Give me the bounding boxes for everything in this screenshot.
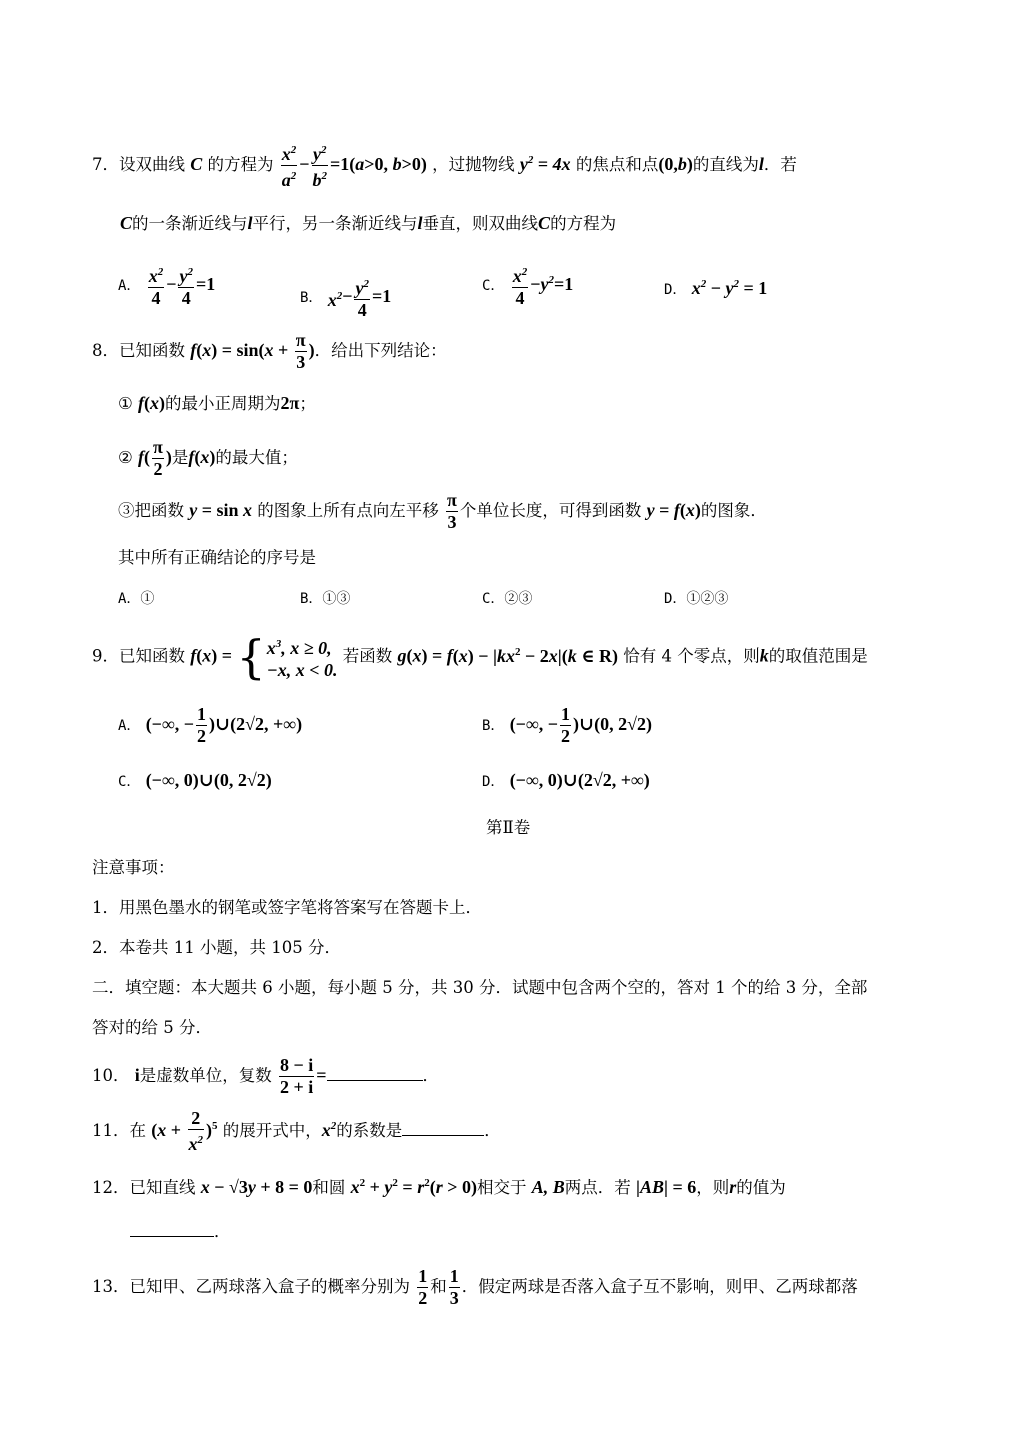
q12-line2 (130, 1222, 231, 1242)
q10-text: ． (422, 1066, 440, 1085)
q9-text: 的取值范围是 (768, 646, 868, 666)
q7-text: 的一条渐近线与 (132, 214, 248, 233)
q11: 11．在 (x + $\frac{2}{x^2}$ )$^5$ 的展开式中，$x^2$的系数是 ． (92, 1108, 501, 1154)
circled-number: ③ (118, 501, 135, 520)
q9-text: 恰有 4 个零点，则 (623, 646, 760, 666)
math-fraction: $\frac{y^2}{b^2}$ (312, 140, 329, 191)
answer-blank[interactable] (327, 1066, 423, 1081)
q9-text: 若函数 (342, 646, 393, 666)
q7-text: 的方程为 (207, 155, 274, 174)
q8-conclusion-3: ③把函数 y = sin x 的图象上所有点向左平移 $\frac{\pi}{3}$ 个单位长度，可得到函数 y = f(x)的图象． (118, 490, 767, 532)
q13-text: ．假定两球是否落入盒子互不影响，则甲、乙两球都落 (461, 1277, 858, 1296)
q12-number: 12． (92, 1178, 130, 1197)
q9-option-a: A． (−∞, − $\frac{1}{2}$ )∪(2√2, +∞) (118, 704, 303, 746)
math-expression: C (538, 213, 551, 233)
q8-text: 的图象上所有点向左平移 (257, 501, 439, 520)
option-label: B． (300, 290, 323, 306)
instruction-text: 二．填空题：本大题共 6 小题，每小题 5 分，共 30 分．试题中包含两个空的，答对 1 个的给 3 分，全部 (92, 978, 868, 997)
q9-option-b: B． (−∞, − $\frac{1}{2}$ )∪(0, 2√2) (482, 704, 652, 746)
q9-number: 9． (92, 646, 119, 666)
answer-blank[interactable] (402, 1121, 484, 1136)
q13-number: 13． (92, 1277, 130, 1296)
option-label: B． (482, 718, 505, 734)
q8-text: 其中所有正确结论的序号是 (118, 548, 316, 567)
notice-text: 注意事项： (92, 858, 175, 877)
option-label: D． (482, 774, 505, 790)
q11-text: 的系数是 (336, 1121, 403, 1140)
q8-text: 是 (171, 448, 189, 467)
instruction-text: 答对的给 5 分． (92, 1018, 212, 1037)
option-label: B．①③ (300, 591, 351, 607)
math-fraction: $\frac{x^2}{a^2}$ (281, 140, 298, 191)
q11-number: 11． (92, 1121, 130, 1140)
notice-item-2 (92, 938, 341, 958)
q8-text: 的最小正周期为 (165, 394, 281, 413)
q8-text: 已知函数 (119, 341, 185, 360)
q8-text: 个单位长度，可得到函数 (459, 501, 642, 520)
q7-option-a: A． $\frac{x^2}{4}$ − $\frac{y^2}{4}$ =1 (118, 262, 215, 309)
circled-number: ② (118, 448, 133, 467)
q8-option-d (664, 588, 728, 609)
q8-conclusion-2: ② f( $\frac{\pi}{2}$ )是f(x)的最大值； (118, 437, 298, 479)
math-expression: l (758, 154, 764, 174)
q12-line1: 12．已知直线 x − √3y + 8 = 0和圆 $x^2 + y^2 = r^2(r > 0)$相交于 A, B两点．若 |AB| = 6，则r的值为 (92, 1177, 786, 1197)
math-fraction: $\frac{\pi}{3}$ (295, 330, 306, 372)
q8-prompt (118, 548, 316, 568)
option-label: A． (118, 718, 141, 734)
math-expression: (0,b) (658, 154, 693, 174)
q9-text: 已知函数 (119, 646, 185, 666)
option-label: D．①②③ (664, 591, 729, 607)
answer-blank[interactable] (130, 1222, 214, 1237)
q7-text: 的方程为 (550, 214, 617, 233)
q10-text: 是虚数单位，复数 (139, 1066, 272, 1085)
q9-line1: 9．已知函数 f(x) = { $x^3$, x ≥ 0, −x, x < 0. 若函数 $g(x) = f(x) - |kx^2 - 2x|(k$ ∈ R) 恰有 4 个零点，则k的取值范围是 (92, 630, 868, 684)
q8-line1: 8．已知函数 f(x) = sin(x + $\frac{\pi}{3}$ )．给出下列结论： (92, 330, 447, 372)
q12-text: ． (214, 1222, 231, 1241)
q7-number: 7． (92, 155, 119, 174)
q9-option-d: D． (−∞, 0)∪(2√2, +∞) (482, 770, 650, 790)
math-expression: C (190, 154, 203, 174)
q12-text: 相交于 (476, 1178, 527, 1197)
option-label: A． (118, 278, 141, 294)
q8-option-b (300, 588, 350, 609)
q8-text: 的最大值； (215, 448, 298, 467)
notice-item-1 (92, 898, 482, 918)
q8-number: 8． (92, 341, 119, 360)
q7-option-d: D． $x^2 - y^2 = 1$ (664, 278, 768, 298)
q7-line2 (120, 213, 616, 234)
q11-text: ． (484, 1121, 501, 1140)
q9-option-c: C． (−∞, 0)∪(0, 2√2) (118, 770, 272, 790)
q13-text: 已知甲、乙两球落入盒子的概率分别为 (129, 1277, 410, 1296)
q11-text: 的展开式中， (222, 1121, 322, 1140)
q7-text: 的直线为 (692, 155, 759, 174)
option-label: A．① (118, 591, 155, 607)
q12-text: 两点．若 (564, 1178, 631, 1197)
q8-text: 的图象． (700, 501, 767, 520)
math-expression: l (417, 213, 423, 233)
circled-number: ① (118, 394, 133, 413)
q13: 13．已知甲、乙两球落入盒子的概率分别为 $\frac{1}{2}$ 和 $\frac{1}{3}$ ．假定两球是否落入盒子互不影响，则甲、乙两球都落 (92, 1266, 858, 1308)
q12-text: ，则 (696, 1178, 730, 1197)
q7-text: 的焦点和点 (575, 155, 659, 174)
q7-option-c: C． $\frac{x^2}{4}$ $-y^2=1$ (482, 262, 573, 309)
option-label: C． (118, 774, 141, 790)
q8-conclusion-1: ① f(x)的最小正周期为2π； (118, 393, 316, 413)
piecewise-function: { $x^3$, x ≥ 0, −x, x < 0. (236, 630, 338, 684)
section-title (486, 818, 530, 838)
part2-instructions-line1 (92, 978, 867, 998)
q7-text: ．若 (763, 155, 797, 174)
q7-text: 平行，另一条渐近线与 (252, 214, 418, 233)
option-label: C． (482, 278, 505, 294)
notice-text: 2．本卷共 11 小题，共 105 分． (92, 938, 341, 957)
q8-text: ．给出下列结论： (314, 341, 447, 360)
q12-text: 和圆 (312, 1178, 346, 1197)
part2-instructions-line2 (92, 1018, 212, 1038)
notice-heading (92, 858, 175, 878)
q8-option-a (118, 588, 154, 609)
math-expression: $y^2 = 4x$ (519, 154, 571, 174)
option-label: D． (664, 282, 687, 298)
q11-text: 在 (129, 1121, 146, 1140)
q8-option-c (482, 588, 532, 609)
math-expression: C (120, 213, 133, 233)
q7-line1: 7．设双曲线 C 的方程为 $\frac{x^2}{a^2}$ − $\frac{y^2}{b^2}$ =1(a>0, b>0) ，过抛物线 $y^2 = 4x$ 的焦点和点(0,b)的直线为l．若 (92, 140, 797, 191)
q7-text: 设双曲线 (119, 155, 185, 174)
q12-text: 已知直线 (129, 1178, 196, 1197)
q7-text: ，过抛物线 (432, 155, 515, 174)
q7-option-b: B． $x^2-$ $\frac{y^2}{4}$ =1 (300, 274, 391, 321)
q7-text: 垂直，则双曲线 (422, 214, 539, 233)
q13-text: 和 (430, 1277, 447, 1296)
option-label: C．②③ (482, 591, 533, 607)
notice-text: 1．用黑色墨水的钢笔或签字笔将答案写在答题卡上． (92, 898, 482, 917)
q8-text: 把函数 (134, 501, 184, 520)
q10: 10． i是虚数单位，复数 $\frac{8 - i}{2 + i}$ = ． (92, 1055, 440, 1097)
math-expression: l (247, 213, 253, 233)
q12-text: 的值为 (736, 1178, 786, 1197)
section-title-text: 第Ⅱ卷 (486, 818, 531, 837)
q10-number: 10． (92, 1066, 130, 1085)
math-expression: f (190, 340, 197, 360)
